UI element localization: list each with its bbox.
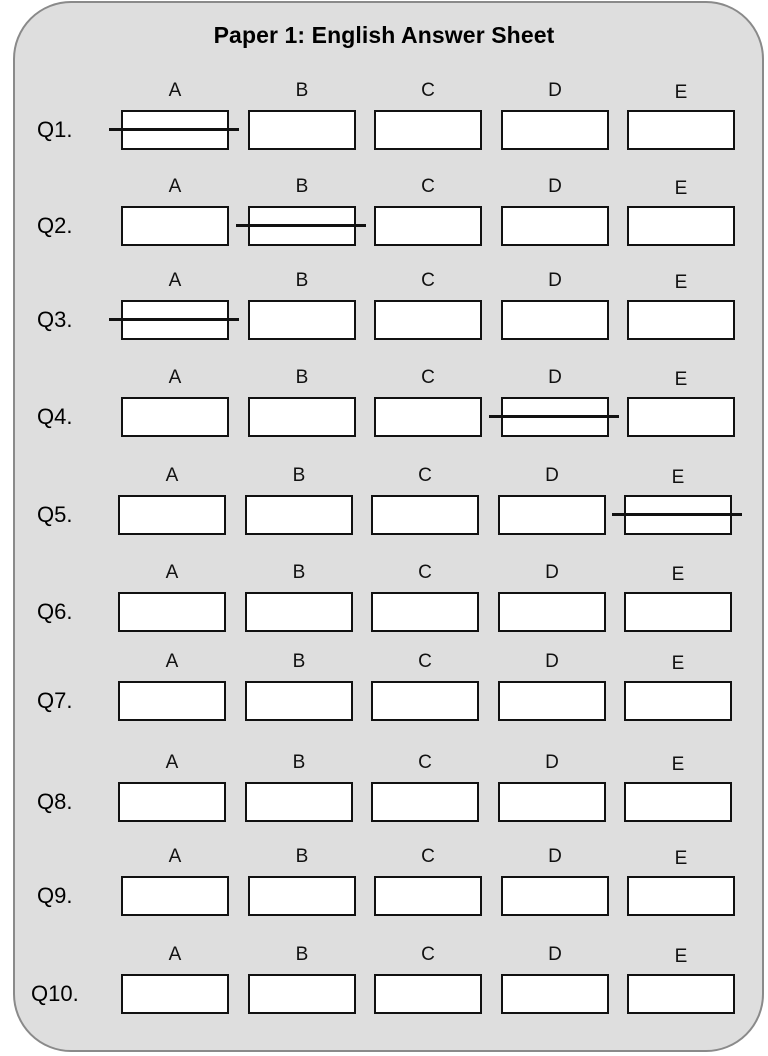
answer-option-d[interactable] — [501, 846, 609, 926]
answer-box[interactable] — [371, 495, 479, 535]
answer-option-b[interactable] — [248, 944, 356, 1024]
question-label: Q1. — [37, 117, 73, 142]
question-label: Q6. — [37, 599, 73, 624]
question-label: Q5. — [37, 502, 73, 527]
answer-box[interactable] — [498, 681, 606, 721]
option-letter: D — [548, 80, 562, 101]
question-row — [0, 846, 768, 936]
option-letter: E — [674, 82, 688, 103]
question-label: Q8. — [37, 789, 73, 814]
answer-option-c[interactable] — [374, 846, 482, 926]
answer-box[interactable] — [121, 974, 229, 1014]
option-letter: A — [168, 367, 182, 388]
answer-box[interactable] — [248, 300, 356, 340]
question-row — [0, 80, 768, 170]
answer-option-a[interactable] — [121, 176, 229, 256]
answer-option-a[interactable] — [118, 651, 226, 731]
answer-option-b[interactable] — [248, 367, 356, 447]
answer-box[interactable] — [501, 876, 609, 916]
strike-mark — [612, 513, 742, 516]
answer-box[interactable] — [627, 397, 735, 437]
answer-option-d[interactable] — [501, 80, 609, 160]
strike-mark — [236, 224, 366, 227]
answer-box[interactable] — [371, 782, 479, 822]
answer-box[interactable] — [248, 397, 356, 437]
answer-box[interactable] — [627, 110, 735, 150]
answer-option-b[interactable] — [248, 846, 356, 926]
answer-option-c[interactable] — [374, 176, 482, 256]
answer-option-b[interactable] — [245, 465, 353, 545]
option-letter: C — [421, 944, 435, 965]
answer-box[interactable] — [245, 495, 353, 535]
answer-box[interactable] — [374, 110, 482, 150]
answer-option-a[interactable] — [118, 562, 226, 642]
answer-box[interactable] — [498, 592, 606, 632]
answer-option-d[interactable] — [501, 944, 609, 1024]
answer-option-b[interactable] — [245, 752, 353, 832]
option-letter: E — [674, 848, 688, 869]
option-letter: B — [295, 846, 309, 867]
answer-box[interactable] — [248, 876, 356, 916]
answer-option-e[interactable] — [627, 80, 735, 160]
question-label: Q7. — [37, 688, 73, 713]
question-row — [0, 176, 768, 266]
answer-option-e[interactable] — [624, 562, 732, 642]
question-label: Q10. — [31, 981, 79, 1006]
answer-box[interactable] — [374, 300, 482, 340]
option-letter: E — [671, 754, 685, 775]
option-letter: A — [168, 80, 182, 101]
question-row — [0, 367, 768, 457]
question-row — [0, 752, 768, 842]
option-letter: B — [295, 367, 309, 388]
answer-box[interactable] — [248, 974, 356, 1014]
strike-mark — [109, 318, 239, 321]
option-letter: C — [418, 651, 432, 672]
answer-option-e[interactable] — [624, 651, 732, 731]
option-letter: D — [548, 944, 562, 965]
option-letter: B — [295, 944, 309, 965]
answer-box[interactable] — [121, 876, 229, 916]
option-letter: A — [165, 465, 179, 486]
option-letter: A — [168, 176, 182, 197]
answer-box[interactable] — [627, 974, 735, 1014]
answer-option-e[interactable] — [624, 465, 732, 545]
answer-box[interactable] — [118, 495, 226, 535]
answer-box[interactable] — [624, 681, 732, 721]
answer-option-a[interactable] — [121, 846, 229, 926]
option-letter: C — [421, 367, 435, 388]
answer-box[interactable] — [627, 876, 735, 916]
answer-option-d[interactable] — [501, 367, 609, 447]
option-letter: B — [295, 176, 309, 197]
answer-box[interactable] — [501, 300, 609, 340]
option-letter: D — [548, 846, 562, 867]
answer-option-e[interactable] — [624, 752, 732, 832]
sheet-title: Paper 1: English Answer Sheet — [213, 22, 555, 48]
answer-option-b[interactable] — [245, 651, 353, 731]
answer-option-b[interactable] — [248, 176, 356, 256]
answer-box[interactable] — [374, 876, 482, 916]
answer-box[interactable] — [371, 592, 479, 632]
answer-option-d[interactable] — [501, 270, 609, 350]
question-row — [0, 270, 768, 360]
answer-box[interactable] — [118, 592, 226, 632]
answer-option-e[interactable] — [627, 270, 735, 350]
option-letter: E — [674, 946, 688, 967]
option-letter: B — [292, 651, 306, 672]
question-row — [0, 944, 768, 1034]
answer-option-c[interactable] — [371, 752, 479, 832]
option-letter: A — [165, 562, 179, 583]
option-letter: D — [545, 651, 559, 672]
option-letter: D — [545, 562, 559, 583]
answer-box[interactable] — [627, 206, 735, 246]
question-row — [0, 562, 768, 652]
answer-box[interactable] — [121, 397, 229, 437]
option-letter: B — [295, 80, 309, 101]
answer-option-c[interactable] — [371, 562, 479, 642]
option-letter: E — [671, 467, 685, 488]
option-letter: E — [671, 653, 685, 674]
answer-option-e[interactable] — [627, 176, 735, 256]
answer-box[interactable] — [118, 681, 226, 721]
option-letter: E — [674, 272, 688, 293]
answer-option-e[interactable] — [627, 367, 735, 447]
answer-option-b[interactable] — [248, 80, 356, 160]
answer-box[interactable] — [501, 110, 609, 150]
answer-option-a[interactable] — [121, 80, 229, 160]
answer-option-c[interactable] — [374, 270, 482, 350]
answer-option-d[interactable] — [498, 465, 606, 545]
option-letter: D — [548, 270, 562, 291]
option-letter: C — [418, 465, 432, 486]
question-label: Q4. — [37, 404, 73, 429]
answer-box[interactable] — [624, 782, 732, 822]
option-letter: C — [421, 80, 435, 101]
option-letter: D — [545, 752, 559, 773]
answer-box[interactable] — [501, 206, 609, 246]
option-letter: C — [421, 846, 435, 867]
option-letter: A — [168, 944, 182, 965]
option-letter: C — [418, 752, 432, 773]
question-label: Q9. — [37, 883, 73, 908]
answer-box[interactable] — [248, 110, 356, 150]
answer-box[interactable] — [374, 974, 482, 1014]
option-letter: C — [421, 176, 435, 197]
option-letter: C — [421, 270, 435, 291]
answer-option-b[interactable] — [245, 562, 353, 642]
answer-option-c[interactable] — [371, 651, 479, 731]
answer-box[interactable] — [118, 782, 226, 822]
answer-box[interactable] — [374, 397, 482, 437]
answer-box[interactable] — [121, 206, 229, 246]
answer-option-e[interactable] — [627, 944, 735, 1024]
answer-option-a[interactable] — [121, 367, 229, 447]
answer-box[interactable] — [498, 782, 606, 822]
answer-option-c[interactable] — [374, 944, 482, 1024]
answer-box[interactable] — [374, 206, 482, 246]
answer-option-a[interactable] — [118, 752, 226, 832]
strike-mark — [109, 128, 239, 131]
answer-option-c[interactable] — [374, 80, 482, 160]
answer-box[interactable] — [245, 782, 353, 822]
option-letter: B — [295, 270, 309, 291]
option-letter: C — [418, 562, 432, 583]
option-letter: E — [674, 369, 688, 390]
strike-mark — [489, 415, 619, 418]
answer-option-e[interactable] — [627, 846, 735, 926]
answer-option-c[interactable] — [374, 367, 482, 447]
option-letter: D — [548, 176, 562, 197]
option-letter: D — [548, 367, 562, 388]
answer-option-a[interactable] — [121, 944, 229, 1024]
answer-option-d[interactable] — [498, 752, 606, 832]
answer-box[interactable] — [501, 974, 609, 1014]
question-label: Q3. — [37, 307, 73, 332]
answer-box[interactable] — [498, 495, 606, 535]
option-letter: A — [168, 270, 182, 291]
option-letter: A — [165, 752, 179, 773]
option-letter: B — [292, 752, 306, 773]
option-letter: E — [671, 564, 685, 585]
option-letter: D — [545, 465, 559, 486]
option-letter: B — [292, 465, 306, 486]
answer-option-b[interactable] — [248, 270, 356, 350]
answer-option-d[interactable] — [501, 176, 609, 256]
answer-option-d[interactable] — [498, 562, 606, 642]
question-row — [0, 651, 768, 741]
answer-option-a[interactable] — [118, 465, 226, 545]
question-label: Q2. — [37, 213, 73, 238]
answer-box[interactable] — [627, 300, 735, 340]
answer-box[interactable] — [371, 681, 479, 721]
answer-box[interactable] — [245, 681, 353, 721]
option-letter: A — [168, 846, 182, 867]
answer-option-c[interactable] — [371, 465, 479, 545]
answer-option-a[interactable] — [121, 270, 229, 350]
answer-box[interactable] — [245, 592, 353, 632]
option-letter: E — [674, 178, 688, 199]
answer-option-d[interactable] — [498, 651, 606, 731]
question-row — [0, 465, 768, 555]
option-letter: A — [165, 651, 179, 672]
answer-box[interactable] — [624, 592, 732, 632]
option-letter: B — [292, 562, 306, 583]
